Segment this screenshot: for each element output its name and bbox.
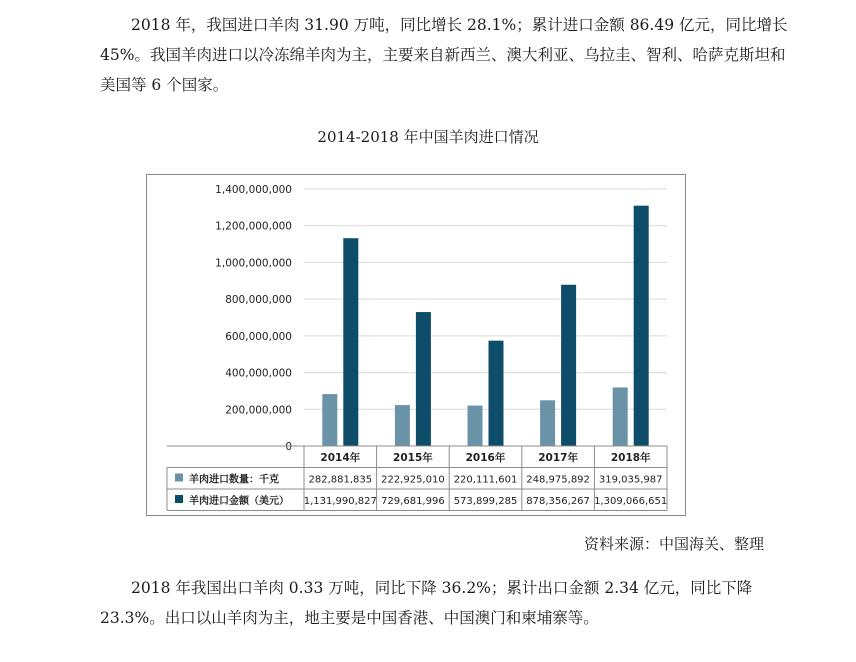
- data-value: 1,131,990,827: [303, 496, 377, 507]
- legend-key: [175, 495, 183, 503]
- data-value: 878,356,267: [526, 496, 590, 507]
- source-note: 资料来源：中国海关、整理: [583, 535, 764, 553]
- data-value: 222,925,010: [381, 474, 445, 486]
- series-name: 羊肉进口数量：千克: [189, 474, 279, 486]
- data-value: 220,111,601: [453, 474, 518, 486]
- bar-quantity: [395, 405, 410, 446]
- data-value: 729,681,996: [381, 496, 445, 507]
- category-label: 2015年: [393, 452, 433, 464]
- bar-amount: [343, 238, 358, 446]
- bar-amount: [416, 312, 431, 446]
- bar-quantity: [540, 400, 555, 446]
- data-value: 1,309,066,651: [594, 496, 668, 507]
- category-label: 2018年: [610, 452, 651, 464]
- chart-title: 2014-2018 年中国羊肉进口情况: [317, 128, 539, 146]
- y-tick-label: 1,400,000,000: [215, 184, 292, 196]
- y-tick-label: 800,000,000: [225, 294, 292, 307]
- legend-key: [175, 474, 183, 482]
- category-label: 2016年: [465, 452, 506, 464]
- y-tick-label: 0: [285, 441, 292, 453]
- export-paragraph: 2018 年我国出口羊肉 0.33 万吨，同比下降 36.2%；累计出口金额 2.34 亿元，同比下降 23.3%。出口以山羊肉为主，地主要是中国香港、中国澳门和柬埔寨等。: [100, 579, 753, 627]
- chart-frame: [146, 174, 686, 516]
- data-value: 573,899,285: [453, 496, 518, 507]
- y-tick-label: 200,000,000: [225, 404, 292, 417]
- import-bar-chart: [147, 175, 685, 515]
- y-tick-label: 1,000,000,000: [215, 257, 292, 270]
- bar-quantity: [322, 394, 337, 446]
- y-tick-label: 400,000,000: [225, 367, 292, 380]
- bar-amount: [634, 206, 649, 446]
- bar-quantity: [468, 406, 483, 446]
- bar-amount: [561, 285, 576, 446]
- bar-quantity: [613, 387, 628, 446]
- bar-amount: [489, 341, 504, 446]
- category-label: 2014年: [320, 452, 361, 464]
- y-tick-label: 600,000,000: [225, 330, 292, 343]
- category-label: 2017年: [538, 452, 578, 464]
- data-value: 282,881,835: [308, 474, 373, 486]
- intro-paragraph: 2018 年，我国进口羊肉 31.90 万吨，同比增长 28.1%；累计进口金额 86.49 亿元，同比增长 45%。我国羊肉进口以冷冻绵羊肉为主，主要来自新西兰、澳大利亚、乌拉圭、智利、哈萨克斯坦和美国等 6 个国家。: [100, 16, 788, 94]
- y-tick-label: 1,200,000,000: [215, 220, 292, 233]
- data-value: 248,975,892: [526, 474, 590, 486]
- data-value: 319,035,987: [598, 474, 663, 486]
- series-name: 羊肉进口金额（美元）: [189, 496, 289, 507]
